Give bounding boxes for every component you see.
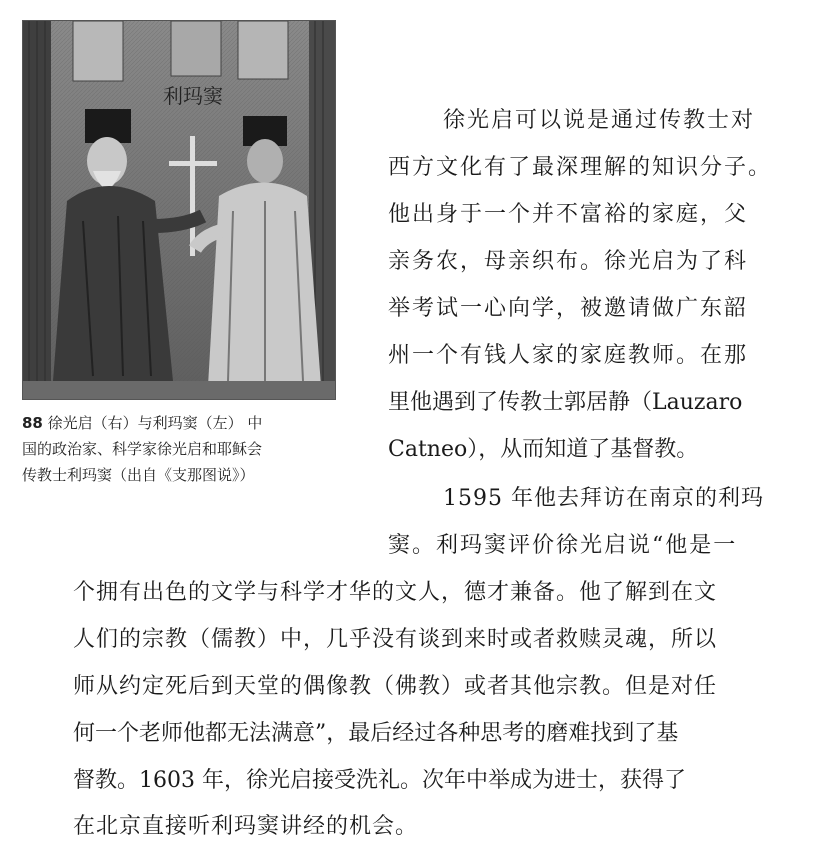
- body-text-line: 督教。1603 年，徐光启接受洗礼。次年中举成为进士，获得了: [73, 768, 686, 793]
- body-text-line: 个拥有出色的文学与科学才华的文人，德才兼备。他了解到在文: [73, 580, 718, 605]
- portrait-illustration: [22, 20, 336, 400]
- body-text-line: 举考试一心向学，被邀请做广东韶: [388, 296, 749, 321]
- caption-line: 国的政治家、科学家徐光启和耶稣会: [22, 440, 263, 458]
- body-text-line: 窦。利玛窦评价徐光启说“他是一: [388, 533, 738, 558]
- figure-caption: [22, 410, 344, 488]
- body-text-line: 亲务农，母亲织布。徐光启为了科: [388, 249, 749, 274]
- body-text-line: 1595 年他去拜访在南京的利玛: [443, 486, 764, 511]
- body-text-line: Catneo），从而知道了基督教。: [388, 437, 699, 462]
- body-text-line: 里他遇到了传教士郭居静（Lauzaro: [388, 390, 743, 415]
- body-text-line: 西方文化有了最深理解的知识分子。: [388, 155, 773, 180]
- body-text-line: 在北京直接听利玛窦讲经的机会。: [73, 814, 419, 839]
- figure-number: 88: [22, 414, 43, 432]
- body-text-line: 徐光启可以说是通过传教士对: [443, 108, 756, 133]
- body-text-line: 他出身于一个并不富裕的家庭，父: [388, 202, 749, 227]
- body-text-line: 何一个老师他都无法满意”，最后经过各种思考的磨难找到了基: [73, 721, 679, 746]
- body-text-line: 师从约定死后到天堂的偶像教（佛教）或者其他宗教。但是对任: [73, 674, 718, 699]
- body-text-line: 州一个有钱人家的家庭教师。在那: [388, 343, 749, 368]
- caption-line: [22, 410, 344, 436]
- caption-title: 徐光启（右）与利玛窦（左） 中: [42, 414, 263, 432]
- inscription-text: 利玛窦: [163, 84, 223, 108]
- caption-line: 传教士利玛窦（出自《支那图说》）: [22, 466, 255, 484]
- engraving-image: [23, 21, 335, 399]
- body-text-line: 人们的宗教（儒教）中，几乎没有谈到来时或者救赎灵魂，所以: [73, 627, 718, 652]
